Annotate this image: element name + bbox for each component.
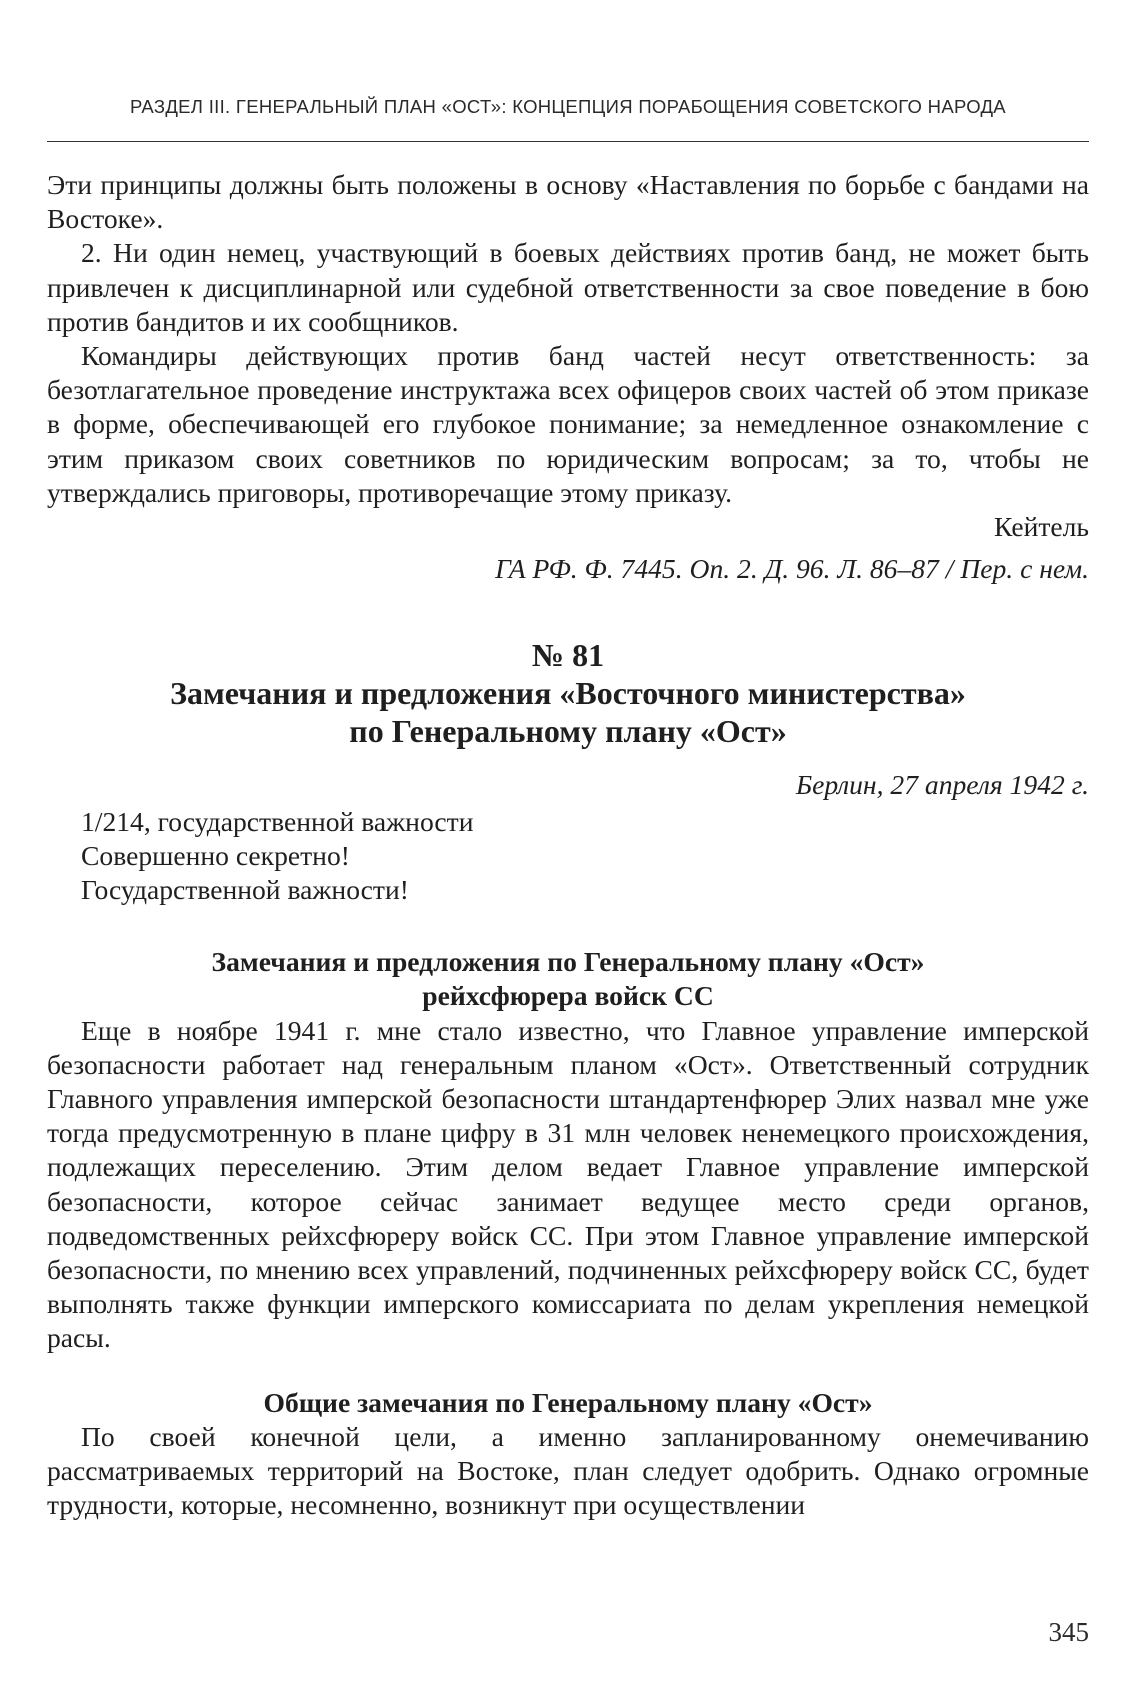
classification-line: Государственной важности! <box>81 874 409 906</box>
section-heading-line-1: Замечания и предложения по Генеральному плану «Ост» <box>211 946 925 978</box>
classification-line: 1/214, государственной важности <box>81 805 474 837</box>
running-header: РАЗДЕЛ III. ГЕНЕРАЛЬНЫЙ ПЛАН «ОСТ»: КОНЦЕПЦИЯ ПОРАБОЩЕНИЯ СОВЕТСКОГО НАРОДА <box>130 96 1006 117</box>
paragraph: Эти принципы должны быть положены в основу «Наставления по борьбе с бандами на Востоке». <box>47 169 1089 235</box>
paragraph: По своей конечной цели, а именно запланированному онемечиванию рассматриваемых территорий на Востоке, план следует одобрить. Однако огромные трудности, которые, несомненно, возникнут при осуществлении <box>47 1420 1089 1521</box>
header-rule <box>47 141 1089 142</box>
page-number: 345 <box>1048 1617 1089 1647</box>
book-page <box>47 0 1089 1708</box>
paragraph: Еще в ноябре 1941 г. мне стало известно, что Главное управление имперской безопасности работает над генеральным планом «Ост». Ответственный сотрудник Главного управления имперской безопасности штандартенфюрер Элих назвал мне уже тогда предусмотренную в плане цифру в 31 млн человек ненемецкого происхождения, подлежащих переселению. Этим делом ведает Главное управление имперской безопасности, которое сейчас занимает ведущее место среди органов, подведомственных рейхсфюреру войск СС. При этом Главное управление имперской безопасности, по мнению всех управлений, подчиненных рейхсфюреру войск СС, будет выполнять также функции имперского комиссариата по делам укрепления немецкой расы. <box>47 1014 1089 1354</box>
archive-reference: ГА РФ. Ф. 7445. Оп. 2. Д. 96. Л. 86–87 / Пер. с нем. <box>495 553 1089 585</box>
document-title-line-1: Замечания и предложения «Восточного министерства» <box>170 675 966 712</box>
document-place-date: Берлин, 27 апреля 1942 г. <box>795 769 1089 801</box>
signature: Кейтель <box>993 511 1089 543</box>
page-body <box>47 168 1089 1523</box>
section-heading: Общие замечания по Генеральному плану «Ост» <box>263 1386 873 1418</box>
classification-line: Совершенно секретно! <box>81 839 350 871</box>
section-heading-line-2: рейхсфюрера войск СС <box>422 980 714 1012</box>
document-title-line-2: по Генеральному плану «Ост» <box>349 713 787 750</box>
paragraph: 2. Ни один немец, участвующий в боевых действиях против банд, не может быть привлечен к дисциплинарной или судебной ответственности за свое поведение в бою против бандитов и их сообщников. <box>47 237 1089 337</box>
document-number: № 81 <box>531 637 605 674</box>
paragraph: Командиры действующих против банд частей несут ответственность: за безотлагательное проведение инструктажа всех офицеров своих частей об этом приказе в форме, обеспечивающей его глубокое понимание; за немедленное ознакомление с этим приказом своих советников по юридическим вопросам; за то, чтобы не утверждались приговоры, противоречащие этому приказу. <box>47 340 1089 508</box>
